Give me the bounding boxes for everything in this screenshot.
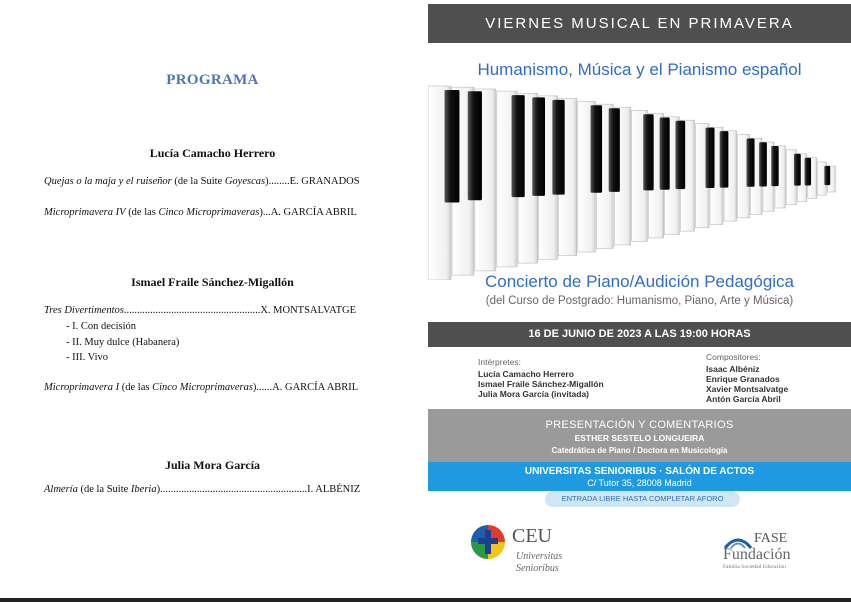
program-piece: Quejas o la maja y el ruiseñor (de la Suite Goyescas)........E. GRANADOS [44,176,360,187]
black-key [660,118,670,190]
fase-subtext: Familia Sociedad Educación [723,564,786,570]
black-key [824,166,830,185]
compositores-label: Compositores: [706,352,761,362]
black-key [805,158,811,186]
date-banner: 16 DE JUNIO DE 2023 A LAS 19:00 HORAS [428,322,851,347]
poster-header: VIERNES MUSICAL EN PRIMAVERA [428,4,851,43]
black-key [468,91,482,200]
interprete: Julia Mora García (invitada) [478,389,590,399]
black-key [552,100,564,195]
presenter-name: ESTHER SESTELO LONGUEIRA [574,433,705,443]
performer-name: Ismael Fraile Sánchez-Migallón [131,275,294,289]
presentation-box [428,409,851,462]
program-piece: Almería (de la Suite Iberia)........................................................I. ALBÉNIZ [44,484,361,495]
compositor: Isaac Albéniz [706,364,760,374]
compositor: Xavier Montsalvatge [706,384,789,394]
movement: - II. Muy dulce (Habanera) [66,337,180,348]
performer-name: Julia Mora García [164,458,261,472]
black-key [675,121,685,189]
ceu-logo-icon [470,524,506,560]
black-key [609,108,620,192]
movement: - I. Con decisión [66,321,136,332]
interprete: Ismael Fraile Sánchez-Migallón [478,379,604,389]
venue-address: C/ Tutor 35, 28008 Madrid [587,478,692,488]
movement: - III. Vivo [66,352,109,363]
ceu-logo-subtext: Universitas Senioribus [516,551,563,574]
black-key [532,97,545,195]
black-key [720,131,729,187]
black-key [794,154,801,186]
black-key [591,105,603,192]
program-piece: Microprimavera IV (de las Cinco Microprimaveras)...A. GARCÍA ABRIL [44,207,357,218]
interpretes-label: Intérpretes: [478,357,521,367]
black-key [759,142,767,186]
black-key [705,128,714,188]
black-key [643,114,653,190]
venue-name: UNIVERSITAS SENIORIBUS · SALÓN DE ACTOS [524,466,755,477]
black-key [445,90,460,203]
ceu-logo-text: CEU [512,525,552,547]
interpretes-list [478,357,604,399]
fase-logo-text: FASE [754,531,788,546]
interprete: Lucía Camacho Herrero [478,369,574,379]
performer-name: Lucía Camacho Herrero [149,146,276,160]
entry-badge: ENTRADA LIBRE HASTA COMPLETAR AFORO [545,491,740,507]
compositores-list [706,352,788,404]
presentation-label: PRESENTACIÓN Y COMENTARIOS [545,419,734,431]
course-subtitle: (del Curso de Postgrado: Humanismo, Piano, Arte y Música) [485,295,794,307]
black-key [747,138,755,186]
venue-box [428,462,851,491]
program-piece: Microprimavera I (de las Cinco Microprimaveras)......A. GARCÍA ABRIL [44,382,359,393]
poster-subtitle: Humanismo, Música y el Pianismo español [477,60,802,79]
compositor: Antón García Abril [706,394,781,404]
page-bottom-border [0,598,851,602]
presenter-role: Catedrática de Piano / Doctora en Musicología [551,446,728,455]
program-title: PROGRAMA [166,72,259,88]
program-piece: Tres Divertimentos....................................................X. MONTSALVATGE [44,305,357,316]
piano-keys-image [428,84,851,280]
concert-title: Concierto de Piano/Audición Pedagógica [484,272,795,291]
black-key [771,146,778,186]
fase-fundacion-text: Fundación [723,546,791,563]
program-page [0,0,425,602]
compositor: Enrique Granados [706,374,780,384]
black-key [512,95,525,197]
